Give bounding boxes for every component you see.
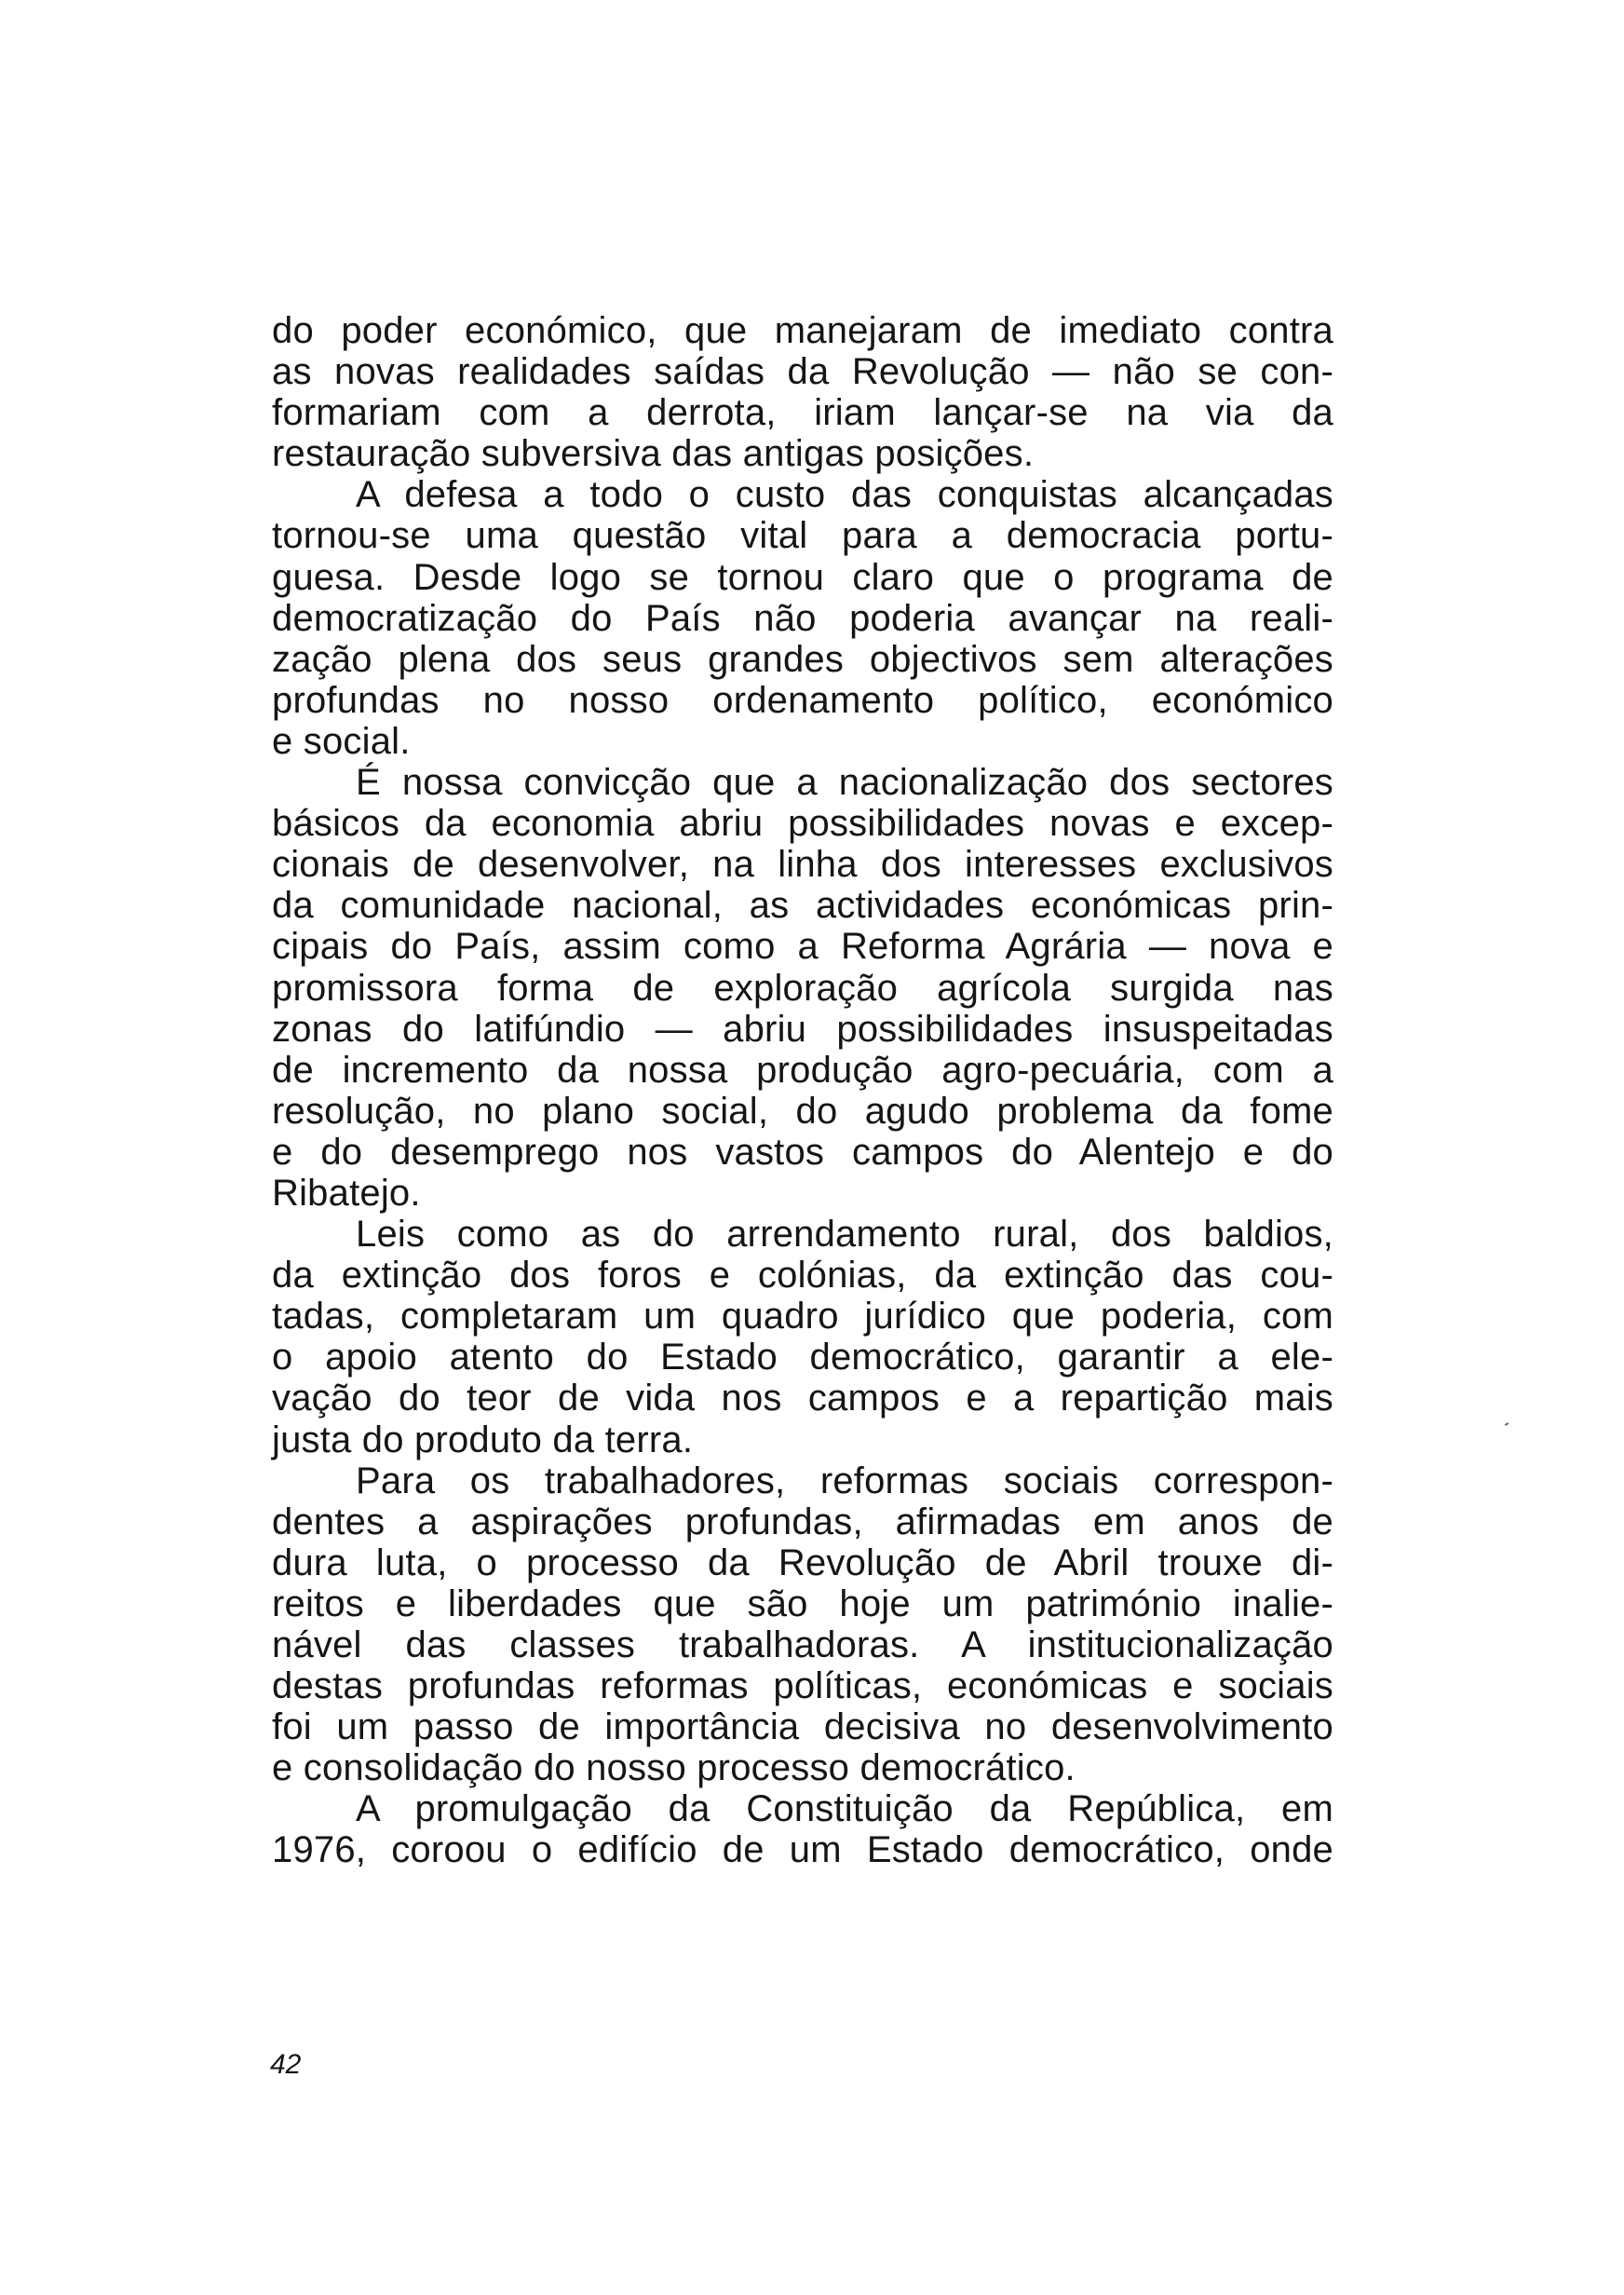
text-line: É nossa convicção que a nacionalização dos sectores [356,762,1333,804]
text-line: reitos e liberdades que são hoje um património inalie- [272,1582,1333,1624]
text-line: cionais de desenvolver, na linha dos interesses exclusivos [272,844,1333,886]
text-line: tornou-se uma questão vital para a democracia portu- [272,515,1333,557]
text-line: promissora forma de exploração agrícola surgida nas [272,967,1333,1009]
text-line: vação do teor de vida nos campos e a repartição mais [272,1378,1333,1419]
text-line: o apoio atento do Estado democrático, garantir a ele- [272,1337,1333,1378]
text-line: Para os trabalhadores, reformas sociais correspon- [356,1460,1333,1501]
paragraph [272,1788,1333,1870]
paragraph [272,474,1333,762]
text-line: dura luta, o processo da Revolução de Abril trouxe di- [272,1541,1333,1583]
paragraph [272,1460,1333,1789]
scan-speck [1505,1422,1509,1426]
paragraph [272,1214,1333,1460]
text-line: da extinção dos foros e colónias, da extinção das cou- [272,1255,1333,1297]
text-line: Ribatejo. [272,1172,421,1214]
body-text [272,310,1333,1871]
text-line: e social. [272,720,411,762]
text-line: democratização do País não poderia avançar na reali- [272,597,1333,639]
text-line: zação plena dos seus grandes objectivos sem alterações [272,638,1333,680]
text-line: da comunidade nacional, as actividades económicas prin- [272,885,1333,927]
paragraph [272,762,1333,1214]
page-number: 42 [270,2049,302,2080]
text-line: 1976, coroou o edifício de um Estado democrático, onde [272,1829,1333,1871]
text-line: Leis como as do arrendamento rural, dos baldios, [356,1214,1333,1256]
text-line: do poder económico, que manejaram de imediato contra [272,310,1333,351]
text-line: tadas, completaram um quadro jurídico que poderia, com [272,1296,1333,1338]
text-line: dentes a aspirações profundas, afirmadas em anos de [272,1501,1333,1542]
text-line: foi um passo de importância decisiva no desenvolvimento [272,1706,1333,1748]
text-line: justa do produto da terra. [272,1419,694,1460]
text-line: resolução, no plano social, do agudo problema da fome [272,1090,1333,1132]
text-line: cipais do País, assim como a Reforma Agrária — nova e [272,926,1333,968]
text-line: profundas no nosso ordenamento político, económico [272,679,1333,721]
text-line: guesa. Desde logo se tornou claro que o programa de [272,556,1333,598]
text-line: zonas do latifúndio — abriu possibilidades insuspeitadas [272,1008,1333,1050]
text-line: as novas realidades saídas da Revolução — não se con- [272,351,1333,393]
text-line: destas profundas reformas políticas, económicas e sociais [272,1665,1333,1707]
text-line: restauração subversiva das antigas posições. [272,433,1035,475]
text-line: A promulgação da Constituição da República, em [356,1788,1333,1830]
text-line: e do desemprego nos vastos campos do Alentejo e do [272,1131,1333,1173]
text-line: básicos da economia abriu possibilidades novas e excep- [272,803,1333,845]
text-line: A defesa a todo o custo das conquistas alcançadas [356,474,1333,516]
text-line: nável das classes trabalhadoras. A institucionalização [272,1624,1333,1665]
text-line: e consolidação do nosso processo democrático. [272,1747,1076,1789]
text-line: de incremento da nossa produção agro-pecuária, com a [272,1049,1333,1091]
paragraph [272,310,1333,474]
text-line: formariam com a derrota, iriam lançar-se na via da [272,392,1333,434]
